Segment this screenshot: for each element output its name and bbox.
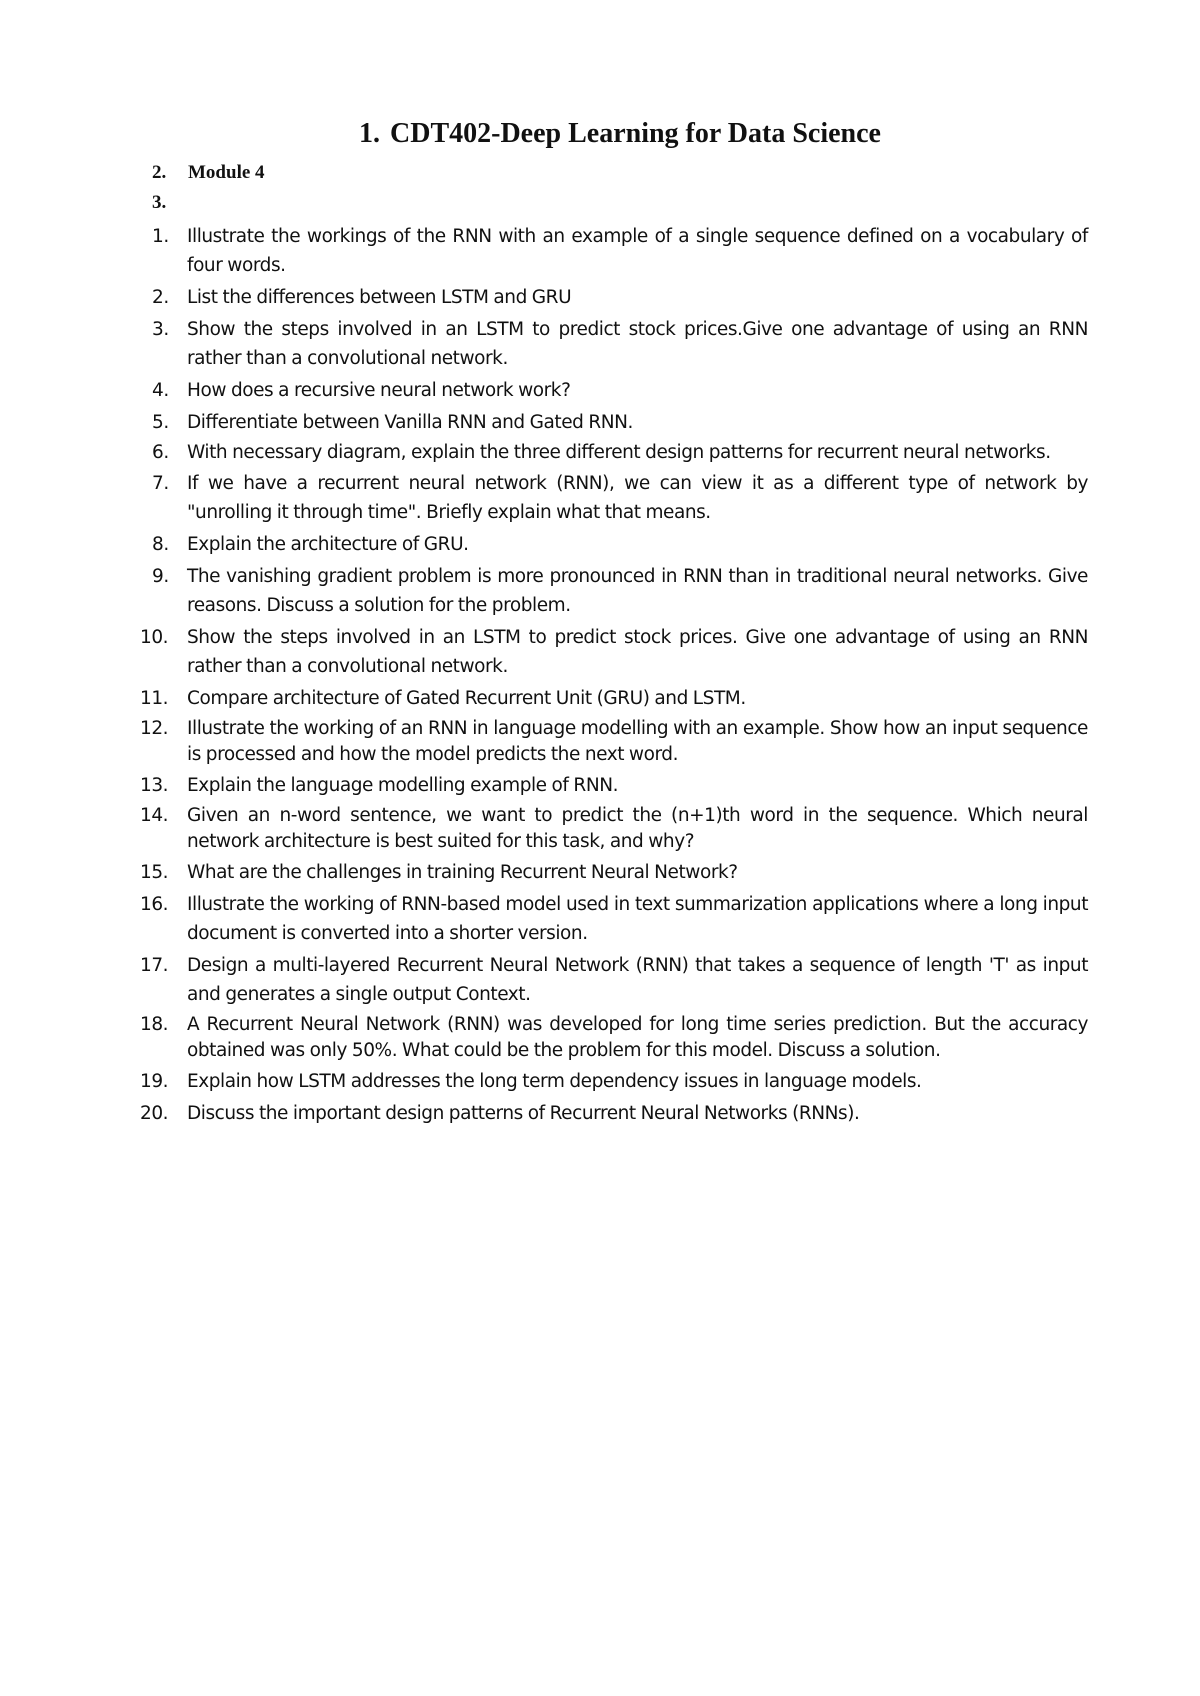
- question-item: [152, 222, 1088, 280]
- question-number: 11.: [140, 688, 169, 709]
- blank-heading-number: 3.: [152, 192, 167, 213]
- question-item: [140, 1099, 1088, 1128]
- question-number: 19.: [140, 1071, 169, 1092]
- question-list: [140, 222, 1088, 1131]
- question-text: A Recurrent Neural Network (RNN) was developed for long time series prediction. But the accuracy obtained was only 50%. What could be the problem for this model. Discuss a solution.: [187, 1014, 1088, 1061]
- question-text: List the differences between LSTM and GRU: [187, 287, 572, 308]
- title-number: 1.: [359, 118, 380, 149]
- question-number: 15.: [140, 862, 169, 883]
- question-number: 7.: [152, 473, 169, 494]
- question-item: [140, 803, 1088, 855]
- question-item: [152, 530, 1088, 559]
- question-item: [140, 771, 1088, 800]
- question-text: Differentiate between Vanilla RNN and Gated RNN.: [187, 412, 633, 433]
- question-item: [152, 469, 1088, 527]
- question-text: The vanishing gradient problem is more pronounced in RNN than in traditional neural networks. Give reasons. Discuss a solution for the problem.: [187, 566, 1088, 616]
- question-number: 4.: [152, 380, 169, 401]
- question-number: 3.: [152, 319, 169, 340]
- question-number: 8.: [152, 534, 169, 555]
- question-text: If we have a recurrent neural network (RNN), we can view it as a different type of network by "unrolling it through time". Briefly explain what that means.: [187, 473, 1088, 523]
- question-item: [152, 408, 1088, 437]
- page-title: [0, 116, 1200, 152]
- question-number: 1.: [152, 226, 169, 247]
- question-text: Illustrate the workings of the RNN with an example of a single sequence defined on a vocabulary of four words.: [187, 226, 1088, 276]
- question-text: How does a recursive neural network work?: [187, 380, 571, 401]
- question-text: Discuss the important design patterns of Recurrent Neural Networks (RNNs).: [187, 1103, 860, 1124]
- question-number: 20.: [140, 1103, 169, 1124]
- question-text: Illustrate the working of RNN-based model used in text summarization applications where a long input document is converted into a shorter version.: [187, 894, 1088, 944]
- question-item: [152, 315, 1088, 373]
- blank-heading: [152, 190, 188, 216]
- question-item: [140, 1012, 1088, 1064]
- question-number: 13.: [140, 775, 169, 796]
- question-text: Show the steps involved in an LSTM to predict stock prices. Give one advantage of using an RNN rather than a convolutional network.: [187, 627, 1088, 677]
- question-number: 12.: [140, 718, 169, 739]
- question-number: 18.: [140, 1014, 169, 1035]
- question-item: [140, 623, 1088, 681]
- question-text: Show the steps involved in an LSTM to predict stock prices.Give one advantage of using an RNN rather than a convolutional network.: [187, 319, 1088, 369]
- question-number: 16.: [140, 894, 169, 915]
- question-item: [140, 716, 1088, 768]
- question-number: 14.: [140, 805, 169, 826]
- question-text: Explain the language modelling example of RNN.: [187, 775, 619, 796]
- question-item: [140, 1067, 1088, 1096]
- question-item: [140, 951, 1088, 1009]
- question-text: Design a multi-layered Recurrent Neural Network (RNN) that takes a sequence of length 'T' as input and generates a single output Context.: [187, 955, 1088, 1005]
- question-item: [152, 562, 1088, 620]
- question-text: Illustrate the working of an RNN in language modelling with an example. Show how an input sequence is processed and how the model predicts the next word.: [187, 718, 1088, 765]
- question-item: [140, 858, 1088, 887]
- question-text: Explain how LSTM addresses the long term dependency issues in language models.: [187, 1071, 922, 1092]
- module-number: 2.: [152, 162, 167, 183]
- question-number: 10.: [140, 627, 169, 648]
- question-number: 6.: [152, 442, 169, 463]
- question-text: Compare architecture of Gated Recurrent Unit (GRU) and LSTM.: [187, 688, 746, 709]
- question-text: Explain the architecture of GRU.: [187, 534, 469, 555]
- question-number: 9.: [152, 566, 169, 587]
- question-item: [152, 376, 1088, 405]
- question-number: 5.: [152, 412, 169, 433]
- module-heading: [152, 160, 265, 186]
- question-item: [152, 440, 1088, 466]
- question-text: With necessary diagram, explain the three different design patterns for recurrent neural networks.: [187, 442, 1051, 463]
- question-item: [140, 684, 1088, 713]
- question-item: [140, 890, 1088, 948]
- question-text: What are the challenges in training Recurrent Neural Network?: [187, 862, 738, 883]
- module-label: Module 4: [188, 162, 265, 183]
- question-number: 17.: [140, 955, 169, 976]
- title-text: CDT402-Deep Learning for Data Science: [390, 118, 881, 149]
- question-text: Given an n-word sentence, we want to predict the (n+1)th word in the sequence. Which neural network architecture is best suited for this task, and why?: [187, 805, 1088, 852]
- question-number: 2.: [152, 287, 169, 308]
- question-item: [152, 283, 1088, 312]
